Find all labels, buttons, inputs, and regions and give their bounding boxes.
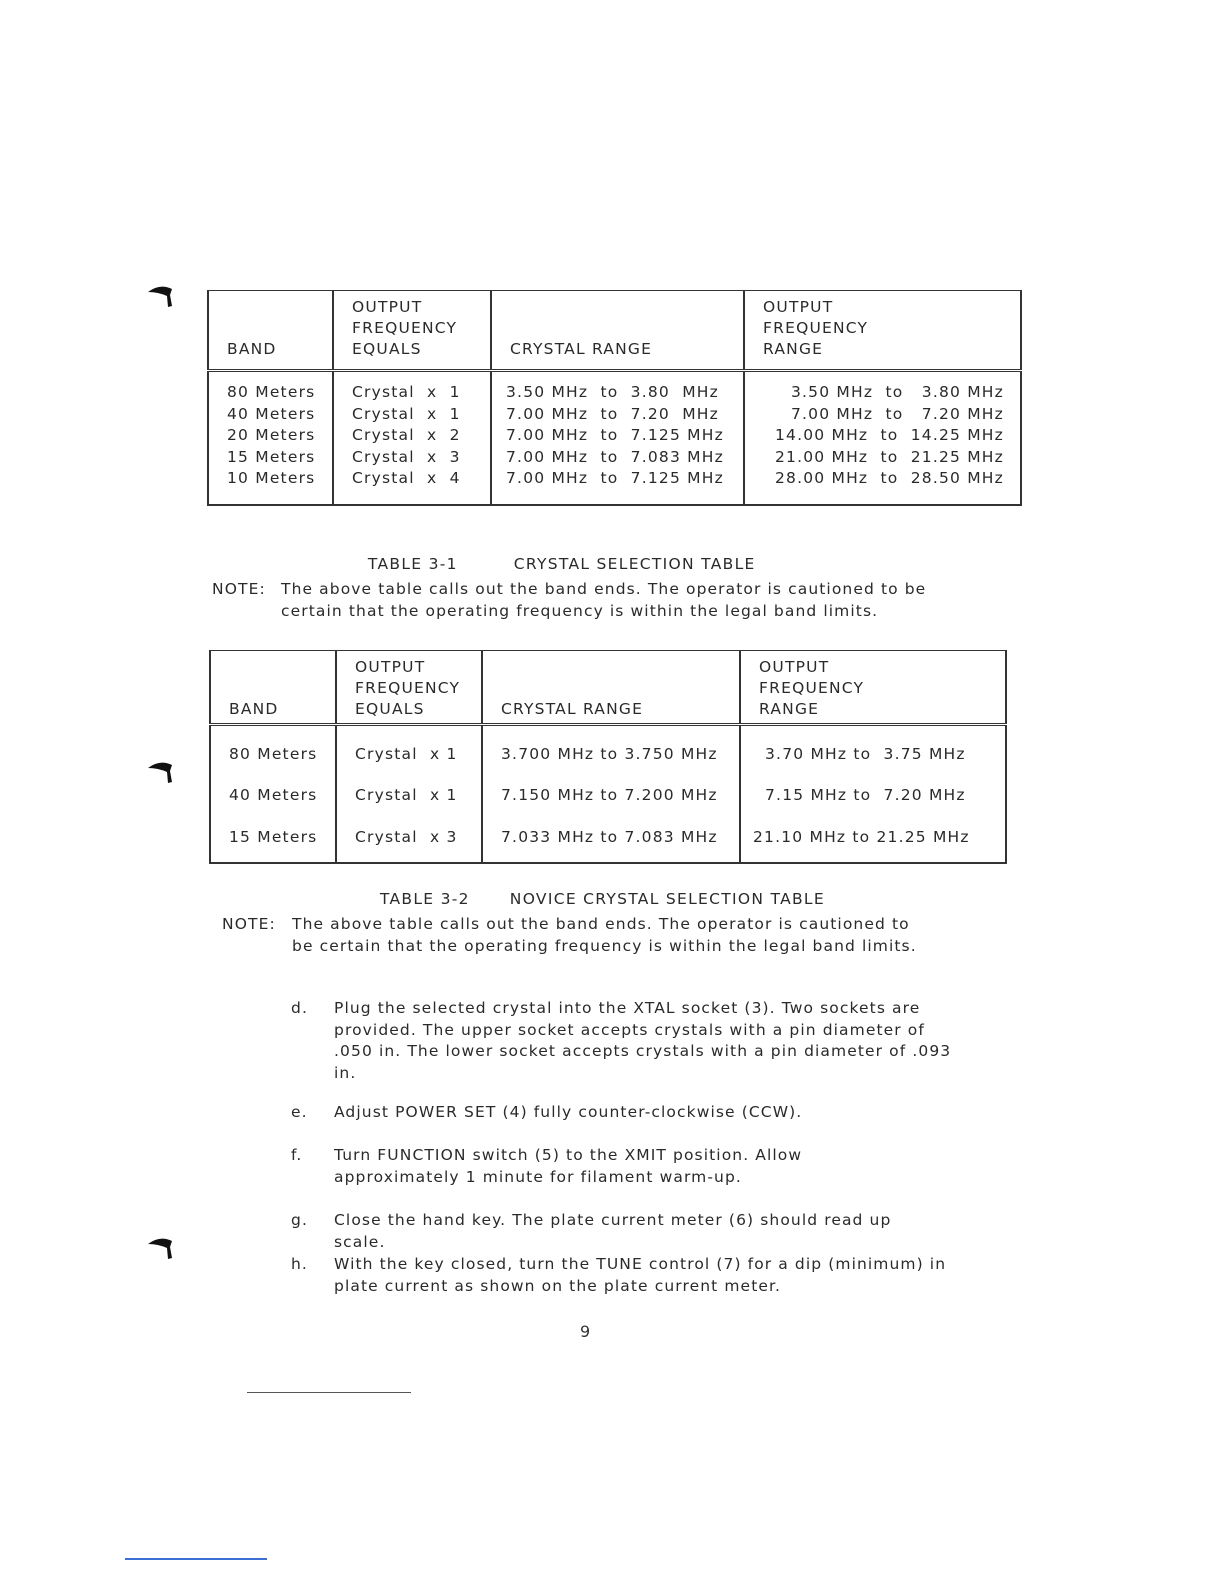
step-letter: h. [291,1255,308,1273]
step-h [291,1254,961,1298]
table-caption: TABLE 3-1 CRYSTAL SELECTION TABLE [367,555,756,573]
band-cell: 40 Meters [229,785,318,804]
step-letter: f. [291,1146,303,1164]
crystal-cell: 7.033 MHz to 7.083 MHz [482,809,740,863]
band-cell: 80 Meters [229,745,318,763]
crystal-column: 3.50 MHz to 3.80 MHz 7.00 MHz to 7.20 MHz 7.00 MHz to 7.125 MHz 7.00 MHz to 7.083 MHz 7.00 MHz to 7.125 MHz [491,371,744,505]
step-text: With the key closed, turn the TUNE control (7) for a dip (minimum) in plate current as shown on the plate current meter. [334,1255,947,1295]
output-cell: 21.10 MHz to 21.25 MHz [740,809,1006,863]
step-text: Plug the selected crystal into the XTAL socket (3). Two sockets are provided. The upper socket accepts crystals with a pin diameter of .050 in. The lower socket accepts crystals with a pin diameter of .093 in. [334,999,952,1082]
note-label: NOTE: [212,580,266,598]
output-cell: 7.15 MHz to 7.20 MHz [740,767,1006,809]
punch-mark-icon [146,1235,180,1261]
table-row [208,371,1021,505]
crystal-selection-table [207,290,1022,506]
step-text: Close the hand key. The plate current meter (6) should read up scale. [334,1211,892,1251]
header-output-range: OUTPUT FREQUENCY RANGE [744,291,1021,371]
equals-column: Crystal x 1 Crystal x 1 Crystal x 2 Crystal x 3 Crystal x 4 [333,371,491,505]
equals-cell: Crystal x 1 [336,725,482,767]
band-cell: 15 Meters [229,827,318,846]
step-d [291,998,961,1086]
table-caption: TABLE 3-2 NOVICE CRYSTAL SELECTION TABLE [379,890,825,908]
header-output-equals: OUTPUT FREQUENCY EQUALS [333,291,491,371]
step-g [291,1210,961,1254]
novice-crystal-selection-table [209,650,1007,864]
step-e [291,1102,961,1124]
table-row [210,767,1006,809]
header-crystal-range: CRYSTAL RANGE [482,651,740,725]
crystal-cell: 7.150 MHz to 7.200 MHz [482,767,740,809]
punch-mark-icon [146,759,180,785]
step-letter: g. [291,1211,308,1229]
step-f [291,1145,961,1189]
header-output-equals: OUTPUT FREQUENCY EQUALS [336,651,482,725]
equals-cell: Crystal x 1 [336,767,482,809]
band-column: 80 Meters 40 Meters 20 Meters 15 Meters 10 Meters [227,383,316,487]
note-text: The above table calls out the band ends. The operator is cautioned to be certain that the operating frequency is within the legal band limits. [292,915,917,955]
step-text: Turn FUNCTION switch (5) to the XMIT position. Allow approximately 1 minute for filament warm-up. [334,1146,803,1186]
table-row [210,725,1006,767]
footnote-rule [247,1392,411,1393]
footer-rule [125,1558,267,1560]
punch-mark-icon [146,283,180,309]
step-letter: e. [291,1103,308,1121]
page-number: 9 [580,1322,591,1341]
header-crystal-range: CRYSTAL RANGE [491,291,744,371]
output-column: 3.50 MHz to 3.80 MHz 7.00 MHz to 7.20 MHz 14.00 MHz to 14.25 MHz 21.00 MHz to 21.25 MHz 28.00 MHz to 28.50 MHz [744,371,1021,505]
step-text: Adjust POWER SET (4) fully counter-clockwise (CCW). [334,1103,803,1121]
equals-cell: Crystal x 3 [336,809,482,863]
note [212,579,942,625]
output-cell: 3.70 MHz to 3.75 MHz [740,725,1006,767]
header-band: BAND [208,291,333,371]
header-output-range: OUTPUT FREQUENCY RANGE [740,651,1006,725]
crystal-cell: 3.700 MHz to 3.750 MHz [482,725,740,767]
note [222,914,922,980]
step-letter: d. [291,999,308,1017]
header-band: BAND [210,651,336,725]
table-row [210,809,1006,863]
note-text: The above table calls out the band ends. The operator is cautioned to be certain that the operating frequency is within the legal band limits. [281,580,927,620]
note-label: NOTE: [222,915,276,933]
